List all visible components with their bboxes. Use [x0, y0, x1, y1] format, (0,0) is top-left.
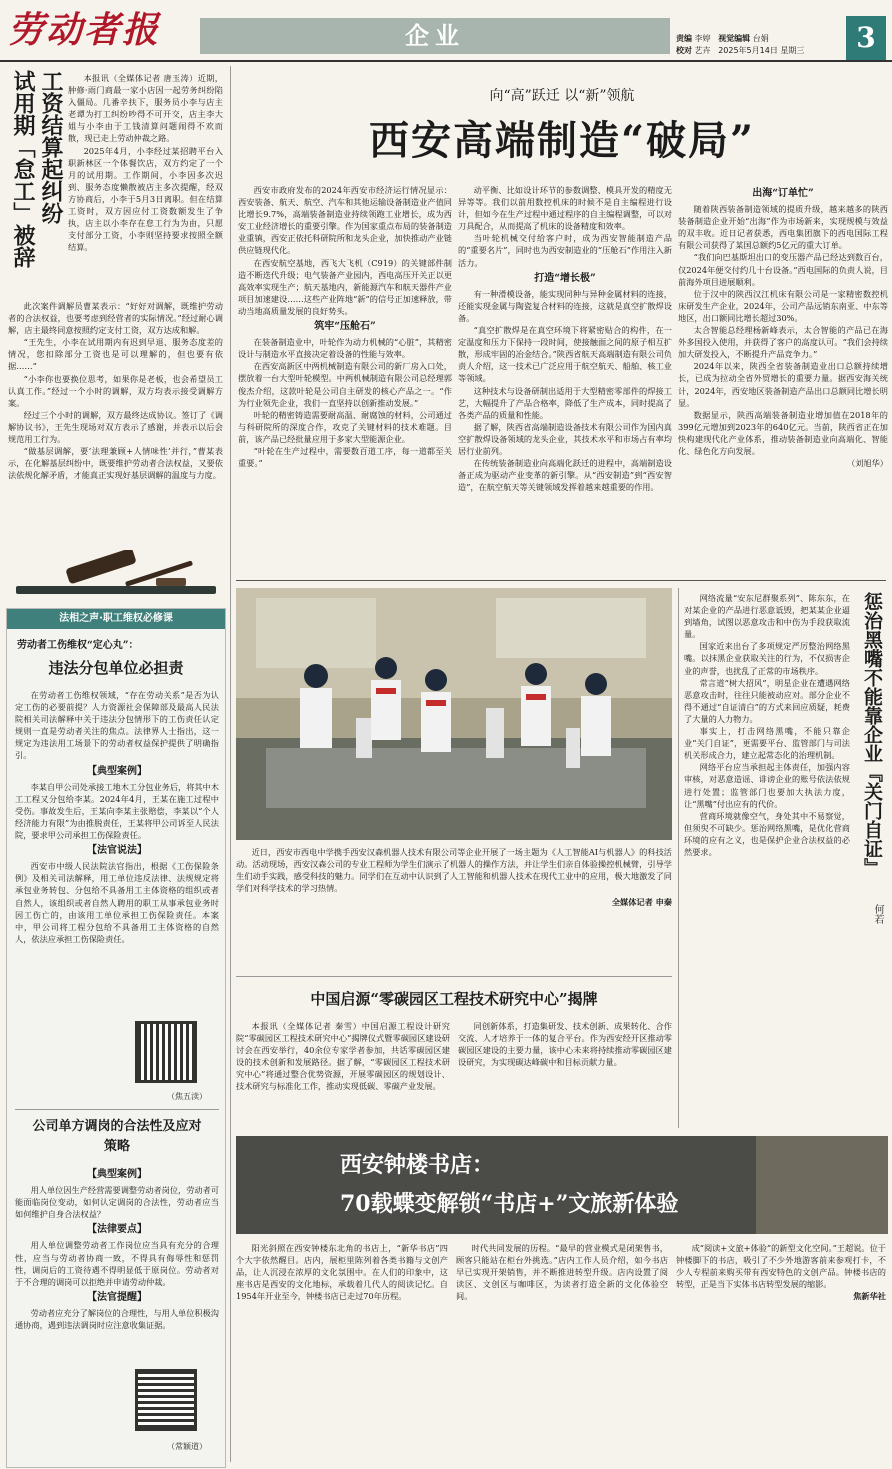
mid-col-1: [236, 1020, 450, 1124]
column-divider: [230, 66, 231, 1462]
caption-text: 近日，西安市西电中学携手西安汉森机器人技术有限公司等企业开展了一场主题为《人工智能AI与机器人》的科技活动。活动现场，西安汉森公司的专业工程师为学生们演示了机器人的操作方法，并让学生们亲自体验操控机械臂，引导学生们动手实践，感受科技的魅力。同学们在互动中认识到了人工智能和机器人技术在现代工业中的应用，极大地激发了同学们对科学技术的学习热情。: [236, 847, 672, 894]
paragraph: 在劳动者工伤维权领域，“存在劳动关系”是否为认定工伤的必要前提？人力资源社会保障部及最高人民法院相关司法解释中关于违法分包情形下的工伤责任认定规则一直是劳动者关注的焦点。法律界人士指出，这一规定为违法用工场景下的劳动者权益保护提供了明确指引。: [15, 690, 219, 761]
paragraph: 这种技术与设备研制出适用于大型精密零部件的焊接工艺，大幅提升了产品合格率，降低了生产成本，同时提高了各类产品的质量和性能。: [458, 385, 672, 420]
paragraph: 在西安高新区中两机械制造有限公司的新厂房入口处，摆放着一台大型叶轮模型。中两机械制造有限公司总经理郭俊杰介绍，这款叶轮是公司自主研发的核心产品之一。“作为行业领先企业，我们一直坚持以创新推动发展。”: [238, 361, 452, 408]
paragraph: 2024年以来，陕西全省装备制造业出口总额持续增长，已成为拉动全省外贸增长的重要力量。据西安海关统计，2024年，西安地区装备制造产品出口总额同比增长明显。: [678, 361, 888, 408]
paragraph: 动平衡、比如设计环节的参数调整、模具开发的精度无异等等。我们以前用数控机床的时候不是自主编程进行设计，但如今在生产过程中通过程序的自主编程调整，可以对刀具配合，从而提高了机床的设备精度和效率。: [458, 185, 672, 232]
paragraph: 劳动者应充分了解岗位的合理性，与用人单位积极沟通协商，遇到违法调岗时应注意收集证据。: [15, 1307, 219, 1331]
subhead: 筑牢“压舱石”: [314, 321, 376, 333]
law-body-2: [15, 1165, 219, 1335]
proof: 艺卉: [694, 46, 711, 55]
divider: [15, 1109, 219, 1110]
paragraph: 有一种滑模设备，能实现同种与异种金属材料的连接，还能实现金属与陶瓷复合材料的连接，这就是真空扩散焊设备。: [458, 288, 672, 323]
top-kicker: 向“高”跃迁 以“新”领航: [489, 88, 635, 104]
paragraph: 用人单位因生产经营需要调整劳动者岗位，劳动者可能面临岗位变动，如何认定调岗的合法性，劳动者应当如何维护自身合法权益？: [15, 1185, 219, 1220]
photo-caption: [236, 846, 672, 970]
paragraph: 当叶轮机械交付给客户时，成为西安智能制造产品的“重要名片”，同时也为西安制造业的“压舱石”作用注入新活力。: [458, 233, 672, 268]
paragraph: 阳光斜照在西安钟楼东北角的书店上，“新华书店”四个大字依然醒目。店内，展柜里陈列着各类书籍与文创产品，让人沉浸在浓厚的文化氛围中。在人们的印象中，这座书店是西安的文化地标，承载着几代人的阅读记忆。自1954年开业至今，钟楼书店已走过70年历程。: [236, 1243, 448, 1302]
paragraph: 太合智能总经理杨新峰表示，太合智能的产品已在海外多国投入使用，并获得了客户的高度认可。“我们会持续加大研发投入，不断提升产品竞争力。”: [678, 325, 888, 360]
editor: 李婷: [694, 34, 711, 43]
article-title-col1: 工资结算起纠纷: [38, 70, 64, 224]
section-title: 企业: [405, 21, 465, 50]
law-title: 违法分包单位必担责: [48, 659, 184, 677]
law-title-2: 公司单方调岗的合法性及应对策略: [32, 1119, 202, 1154]
divider: [236, 580, 886, 581]
mid-title: 中国启源“零碳园区工程技术研究中心”揭牌: [310, 990, 598, 1008]
paragraph: 在传统装备制造业向高端化跃迁的进程中，高端制造设备正成为驱动产业变革的新引擎。从“西安制造”到“西安智造”，在航空航天等关键领域发挥着越来越重要的作用。: [458, 458, 672, 493]
paragraph: 国家近来出台了多项规定严厉整治网络黑嘴。以抹黑企业获取关注的行为，不仅损害企业的声誉，也扰乱了正常的市场秩序。: [684, 641, 850, 676]
news-photo: [236, 588, 672, 840]
paragraph: “叶轮在生产过程中，需要数百道工序，每一道都至关重要。”: [238, 445, 452, 469]
bottom-banner: [236, 1136, 888, 1234]
paragraph: 用人单位调整劳动者工作岗位应当具有充分的合理性，应当与劳动者协商一致，不得具有侮辱性和惩罚性，调岗后的工资待遇不得明显低于原岗位。劳动者对于不合理的调岗可以拒绝并申请劳动仲裁。: [15, 1240, 219, 1287]
paragraph: 在西安航空基地，西飞大飞机（C919）的关键部件制造不断迭代升级；电气装备产业园内，西电高压开关正以更高效率实现生产；航天基地内，新能源汽车和航天器件产业项目加速建设……这些产业阵地“新”的信号正加速释放，带动当地高质量发展的良好势头。: [238, 257, 452, 316]
law-author-2: （常颖道）: [167, 1442, 207, 1451]
paragraph: 此次案件调解员曹某表示：“好好对调解，既维护劳动者的合法权益，也要考虑到经营者的实际情况。”经过耐心调解，店主最终同意按照约定支付工资，双方达成和解。: [8, 301, 223, 336]
subhead: 出海“订单忙”: [752, 188, 814, 199]
case-label: 【典型案例】: [87, 765, 147, 777]
paragraph: 时代共同发展的历程。“最早的营业模式是闭架售书，顾客只能站在柜台外挑选。”店内工作人员介绍，如今书店早已实现开架销售，并不断推进转型升级。店内设置了阅读区、文创区与咖啡区，为读者打造全新的文化体验空间。: [456, 1243, 668, 1302]
designer: 台娟: [752, 34, 769, 43]
law-point-label: 【法律要点】: [87, 1224, 147, 1236]
photo-robotics-class: [236, 588, 672, 840]
paragraph: 本报讯（全媒体记者 唐玉涛）近期，肿修·雨门商最一家小店因一起劳务纠纷陷入僵局。几番辛扶下，服务员小李与店主老谭为打工纠纷吵得不可开交，店主李大姐与小李由于工钱清算问题闹得不欢而散，现已走上劳动仲裁之路。: [68, 73, 223, 144]
paragraph: 西安市中级人民法院法官指出，根据《工伤保险条例》及相关司法解释，用工单位违反法律、法规规定将承包业务转包、分包给不具备用工主体资格的组织或者自然人，该组织或者自然人聘用的职工从事承包业务时因工伤亡的，由该用工单位承担工伤保险责任。本案中，甲公司将工程分包给不具备用工主体资格的自然人，依法应承担工伤保险责任。: [15, 861, 219, 944]
law-body: [15, 689, 219, 999]
law-column: [6, 608, 226, 1468]
paragraph: “我们向巴基斯坦出口的变压器产品已经达到数百台，仅2024年便交付约几十台设备。”西电国际的负责人说，目前海外项目进展顺利。: [678, 252, 888, 287]
paragraph: 经过三个小时的调解，双方最终达成协议。签订了《调解协议书》，王先生现场对双方表示了感谢，并表示以后会规范用工行为。: [8, 409, 223, 445]
proof-row: [676, 45, 856, 57]
article-body-top: [68, 72, 223, 294]
paragraph: 事实上，打击网络黑嘴，不能只靠企业“关门自证”，更需要平台、监管部门与司法机关形成合力，建立起常态化的治理机制。: [684, 726, 850, 761]
editor-label: 责编: [676, 34, 692, 43]
page-header: [0, 0, 892, 62]
opinion-column: [684, 588, 888, 1128]
paragraph: 网络流量“安东尼群聚系列”、陈东东，在对某企业的产品进行恶意诋毁，把某某企业逼到墙角，试图以恶意攻击和中伤为手段获取流量。: [684, 593, 850, 640]
issue-date: 2025年5月14日 星期三: [718, 46, 805, 55]
editor-row: [676, 33, 856, 45]
bottom-col-3: [676, 1242, 886, 1462]
article-body-bottom: [8, 300, 223, 580]
proof-label: 校对: [676, 46, 692, 55]
paragraph: 叶轮的精密铸造需要耐高温、耐腐蚀的材料，公司通过与科研院所的深度合作，攻克了关键材料的技术难题。目前，该产品已经批量应用于多家大型能源企业。: [238, 409, 452, 444]
top-col-3: [678, 184, 888, 574]
judge-label: 【法官说法】: [87, 845, 147, 857]
mid-col-2: [458, 1020, 672, 1124]
law-kicker: 劳动者工伤维权“定心丸”：: [17, 640, 139, 651]
designer-label: 视觉编辑: [718, 34, 751, 43]
paragraph: 本报讯（全媒体记者 秦雪）中国启源工程设计研究院“零碳园区工程技术研究中心”揭牌仪式暨零碳园区建设研讨会在西安举行，40余位专家学者参加，共话零碳园区建设的技术创新和发展路径。据了解，“零碳园区工程技术研究中心”将通过整合优势资源，开展零碳园区的规划设计、技术研究与标准化工作，推动实现低碳、零碳产业发展。: [236, 1021, 450, 1092]
opinion-body: [684, 592, 850, 1126]
paragraph: 常言道“树大招风”，明星企业在遭遇网络恶意攻击时，往往只能被动应对。部分企业不得不通过“自证清白”的方式来回应质疑，耗费了大量的人力物力。: [684, 677, 850, 724]
paragraph: 据了解，陕西省高端制造设备技术有限公司作为国内真空扩散焊设备领域的龙头企业，其技术水平和市场占有率均居行业前列。: [458, 421, 672, 456]
qr-code-2: [135, 1369, 197, 1431]
top-story: [236, 66, 888, 576]
bottom-title-line1: 西安钟楼书店：: [340, 1152, 495, 1178]
paragraph: “小李你也要换位思考，如果你是老板，也会希望员工认真工作。”经过一个小时的调解，双方均表示接受调解方案。: [8, 373, 223, 408]
bottom-title-line2: 70载蝶变解锁“书店+”文旅新体验: [340, 1191, 679, 1217]
header-rule: [0, 60, 892, 62]
qr-code-1: [135, 1021, 197, 1083]
paragraph: “王先生，小李在试用期内有迟到早退、服务态度差的情况，您扣除部分工资也是可以理解的，但也要有依据……”: [8, 337, 223, 372]
byline: 焦新华社: [853, 1291, 886, 1302]
top-title: 西安高端制造“破局”: [368, 117, 755, 164]
top-col-2: [458, 184, 672, 574]
paragraph: 2025年4月，小李经过某招聘平台入职新林区一个体餐饮店，双方约定了一个月的试用期。工作期间，小李因多次迟到、服务态度懒散被店主多次提醒，经双方协商后，小李于5月3日离职。但在结算工资时，双方因应付工资数额发生了争执，店主以小李存在怠工行为为由，只愿支付部分工资，小李则坚持要求按照全额结算。: [68, 145, 223, 253]
bottom-col-1: [236, 1242, 448, 1462]
divider: [236, 976, 672, 977]
byline: （刘旭华）: [847, 458, 888, 469]
top-col-1: [238, 184, 452, 574]
photo-credit: 全媒体记者 申秦: [611, 897, 672, 908]
bottom-col-2: [456, 1242, 668, 1462]
page-number: 3: [846, 16, 886, 60]
paragraph: 营商环境就像空气，身处其中不易察觉，但须臾不可缺少。惩治网络黑嘴，是优化营商环境的应有之义，也是保护企业合法权益的必然要求。: [684, 810, 850, 857]
paragraph: “做基层调解，要‘法理兼顾+人情味性’并行，”曹某表示，在化解基层纠纷中，既要维护劳动者合法权益，又要依法依规化解矛盾，才能真正实现好基层调解的温度与力度。: [8, 446, 223, 481]
law-author: （焦五渎）: [167, 1092, 207, 1101]
paragraph: 李某自甲公司处承接工地木工分包业务后，将其中木工工程又分包给李某。2024年4月，王某在施工过程中受伤。事故发生后，王某向李某主张赔偿，李某以“个人经济能力有限”为由推脱责任，王某将甲公司诉至人民法院，要求甲公司承担工伤保险责任。: [15, 781, 219, 841]
opinion-title: 惩治黑嘴不能靠企业『关门自证』: [861, 592, 883, 877]
paragraph: 成“阅读+文旅+体验”的新型文化空间。”王超说。位于钟楼脚下的书店，吸引了不少外地游客前来参观打卡，不少人专程前来购买带有西安特色的文创产品。钟楼书店的转型，正是当下实体书店转型发展的缩影。: [676, 1243, 886, 1290]
paragraph: 随着陕西装备制造领域的提质升级，越来越多的陕西装备制造企业开始“出海”作为市场新来，实现规模与效益的双丰收。近日记者获悉，西电集团旗下的西电国际工程有限公司获得了某国总额约5亿元的重大订单。: [678, 204, 888, 251]
paragraph: 位于汉中的陕西汉江机床有限公司是一家精密数控机床研发生产企业，2024年，公司产品远销东南亚、中东等地区，出口额同比增长超过30%。: [678, 288, 888, 323]
opinion-author: 何若: [872, 904, 883, 924]
paragraph: “真空扩散焊是在真空环境下将紧密贴合的构件，在一定温度和压力下保持一段时间，使接触面之间的原子相互扩散，形成牢固的冶金结合。”陕西省航天高端制造有限公司负责人介绍，这一技术已广泛应用于航空航天、船舶、核工业等领域。: [458, 325, 672, 384]
subhead: 打造“增长极”: [534, 272, 596, 284]
judge-reminder-label: 【法官提醒】: [87, 1291, 147, 1303]
left-top-article: [6, 70, 226, 582]
article-title-col2: 试用期「怠工」被辞: [10, 70, 36, 268]
gavel-illustration: [6, 550, 226, 610]
masthead-logo: 劳动者报: [8, 9, 161, 51]
paragraph: 西安市政府发布的2024年西安市经济运行情况显示：西安装备、航天、航空、汽车和其他运输设备制造业产值同比增长9.7%，高端装备制造业持续领跑工业增长，成为西安工业经济增长的重要引擎。作为国家重点布局的装备制造业重镇，西安正依托科研院所和龙头企业，加快推动产业链供应链现代化。: [238, 185, 452, 256]
column-divider: [678, 588, 679, 1128]
header-credits: [676, 33, 856, 59]
paragraph: 同创新体系，打造集研发、技术创新、成果转化、合作交流、人才培养于一体的复合平台。作为西安经开区推动零碳园区建设的主要力量，该中心未来将持续推动零碳园区建设研究，为实现碳达峰碳中和目标贡献力量。: [458, 1021, 672, 1068]
paragraph: 在装备制造业中，叶轮作为动力机械的“心脏”，其精密设计与制造水平直接决定着设备的性能与效率。: [238, 337, 452, 360]
law-banner: 法相之声·职工维权必修课: [7, 609, 225, 629]
paragraph: 数据显示，陕西高端装备制造业增加值在2018年的399亿元增加到2023年的640亿元。当前，陕西省正在加快构建现代化产业体系，推动装备制造业向高端化、智能化、绿色化方向发展。: [678, 409, 888, 456]
paragraph: 网络平台应当承担起主体责任，加强内容审核，对恶意造谣、诽谤企业的账号依法依规进行处置；监管部门也要加大执法力度，让“黑嘴”付出应有的代价。: [684, 762, 850, 809]
case-label: 【典型案例】: [87, 1169, 147, 1180]
